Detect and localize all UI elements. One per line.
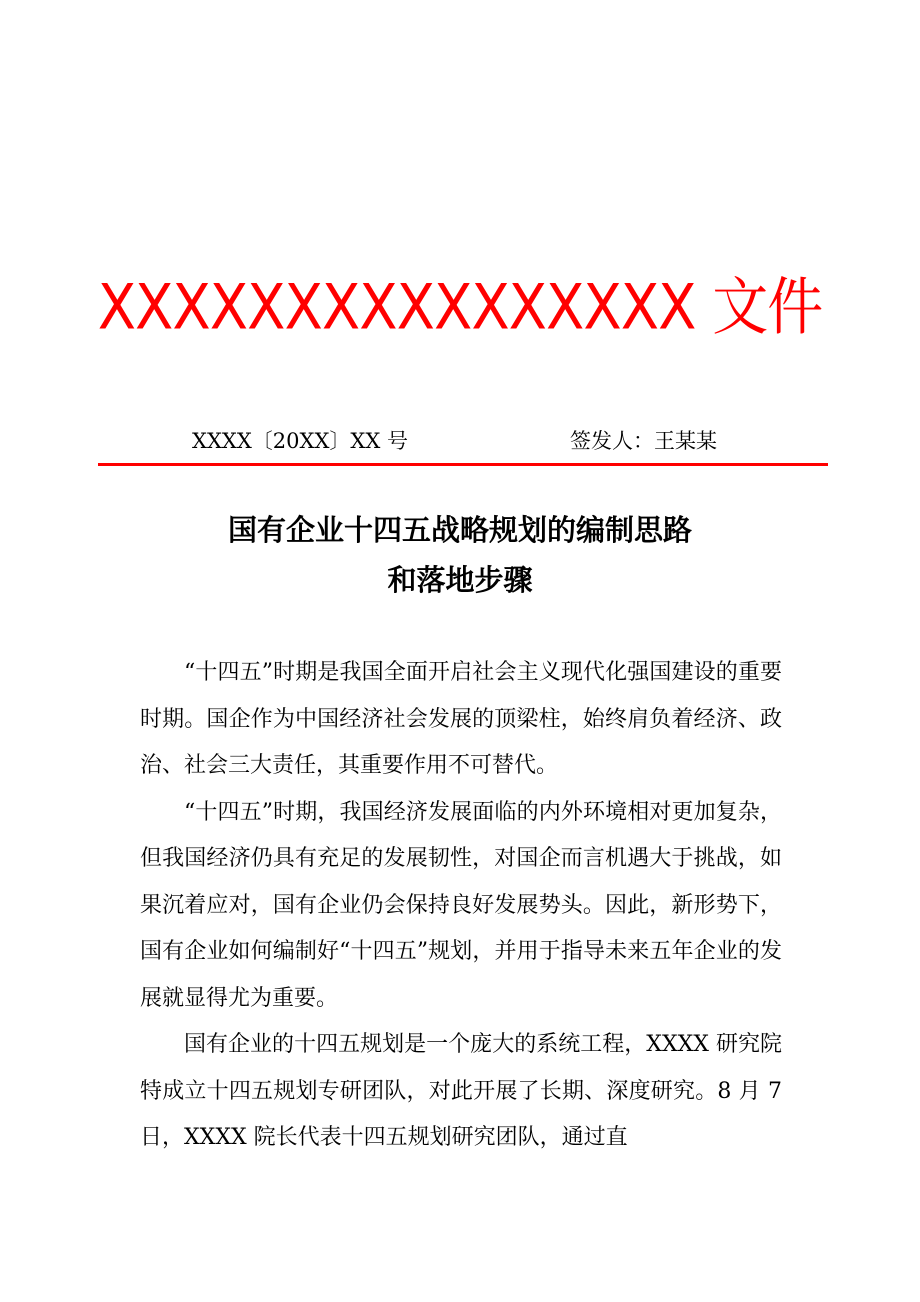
signer-label: 签发人： (570, 429, 654, 453)
document-body (140, 650, 782, 1162)
document-header-title: XXXXXXXXXXXXXXXX 文件 (97, 271, 823, 345)
document-number: XXXX〔20XX〕XX 号 (192, 429, 408, 453)
body-paragraph: 国有企业的十四五规划是一个庞大的系统工程，XXXX 研究院特成立十四五规划专研团队，对此开展了长期、深度研究。8 月 7 日，XXXX 院长代表十四五规划研究团队，通过直 (140, 1032, 782, 1150)
title-line: 国有企业十四五战略规划的编制思路 (227, 513, 692, 547)
signer-block (570, 426, 717, 456)
red-divider-line (98, 463, 828, 466)
document-title (0, 505, 920, 605)
title-line: 和落地步骤 (387, 563, 533, 597)
body-paragraph: “十四五”时期是我国全面开启社会主义现代化强国建设的重要时期。国企作为中国经济社会发展的顶梁柱，始终肩负着经济、政治、社会三大责任，其重要作用不可替代。 (140, 660, 782, 778)
body-paragraph: “十四五”时期，我国经济发展面临的内外环境相对更加复杂，但我国经济仍具有充足的发展韧性，对国企而言机遇大于挑战，如果沉着应对，国有企业仍会保持良好发展势头。因此，新形势下，国有企业如何编制好“十四五”规划，并用于指导未来五年企业的发展就显得尤为重要。 (140, 799, 782, 1011)
signer-name: 王某某 (654, 429, 717, 453)
